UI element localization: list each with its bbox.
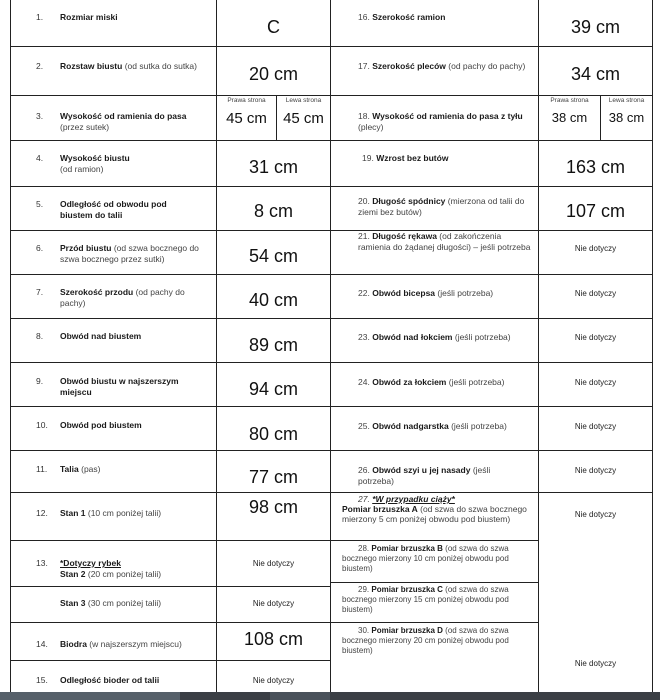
value-waist: 77 cm: [248, 467, 299, 487]
row-label: Obwód pod biustem: [60, 420, 142, 430]
value-neck: Nie dotyczy: [574, 466, 617, 475]
value-shoulder-width: 39 cm: [570, 17, 621, 37]
row-label: 19. Wzrost bez butów: [362, 153, 449, 163]
value-height: 163 cm: [565, 157, 626, 177]
value-biceps: Nie dotyczy: [574, 289, 617, 298]
row-label: 25. Obwód nadgarstka (jeśli potrzeba): [358, 421, 507, 431]
row-label: 24. Obwód za łokciem (jeśli potrzeba): [358, 377, 505, 387]
grid-line: [652, 0, 653, 692]
value-below-elbow: Nie dotyczy: [574, 378, 617, 387]
value-front-width: 40 cm: [248, 290, 299, 310]
row-label: Talia (pas): [60, 464, 101, 474]
row-label: Stan 3 (30 cm poniżej talii): [60, 598, 162, 608]
row-number: 1.: [36, 12, 44, 22]
right-side-label: Prawa strona: [227, 97, 266, 104]
row-label: Wysokość od ramienia do pasa (przez sutek): [60, 111, 187, 132]
row-label: 27. *W przypadku ciąży* Pomiar brzuszka A (od szwa do szwa bocznego mierzony 5 cm poniżej obwodu pod biustem): [342, 494, 527, 524]
row-number: 7.: [36, 287, 44, 297]
value-above-bust: 89 cm: [248, 335, 299, 355]
value-hip-3: Nie dotyczy: [252, 599, 295, 608]
value-bust-full: 94 cm: [248, 379, 299, 399]
row-label: 30. Pomiar brzuszka D (od szwa do szwa bocznego mierzony 20 cm poniżej obwodu pod biustem): [342, 626, 509, 655]
row-number: 9.: [36, 376, 44, 386]
row-number: 8.: [36, 331, 44, 341]
row-number: 4.: [36, 153, 44, 163]
row-label: 29. Pomiar brzuszka C (od szwa do szwa bocznego mierzony 15 cm poniżej obwodu pod biustem): [342, 585, 509, 614]
row-number: 14.: [36, 639, 48, 649]
value-hip-2: Nie dotyczy: [252, 559, 295, 568]
row-label: *Dotyczy rybek Stan 2 (20 cm poniżej talii): [60, 558, 162, 579]
row-number: 15.: [36, 675, 48, 685]
value-back-width: 34 cm: [570, 64, 621, 84]
row-label: Odległość od obwodu pod biustem do talii: [60, 199, 167, 220]
row-label: Szerokość przodu (od pachy do pachy): [60, 287, 185, 308]
value-sleeve-length: Nie dotyczy: [574, 244, 617, 253]
value-belly-d: Nie dotyczy: [574, 659, 617, 668]
row-label: Biodra (w najszerszym miejscu): [60, 639, 182, 649]
right-side-label: Prawa strona: [550, 97, 589, 104]
value-wrist: Nie dotyczy: [574, 422, 617, 431]
row-number: 12.: [36, 508, 48, 518]
row-label: Obwód biustu w najszerszym miejscu: [60, 376, 179, 397]
row-number: 10.: [36, 420, 48, 430]
value-bust-span: 20 cm: [248, 64, 299, 84]
left-side-label: Lewa strona: [608, 97, 645, 104]
row-label: Rozmiar miski: [60, 12, 118, 22]
value-bust-front: 54 cm: [248, 246, 299, 266]
row-number: 13.: [36, 558, 48, 568]
row-label: 22. Obwód bicepsa (jeśli potrzeba): [358, 288, 494, 298]
value-back-right: 38 cm: [551, 110, 588, 125]
row-label: Obwód nad biustem: [60, 331, 142, 341]
value-hips: 108 cm: [243, 629, 304, 649]
row-label: Przód biustu (od szwa bocznego do szwa bocznego przez sutki): [60, 243, 199, 264]
left-side-label: Lewa strona: [285, 97, 322, 104]
row-label: 26. Obwód szyi u jej nasady (jeśli potrzeba): [358, 465, 491, 486]
row-label: 28. Pomiar brzuszka B (od szwa do szwa bocznego mierzony 10 cm poniżej obwodu pod biustem): [342, 544, 509, 573]
value-right-side: 45 cm: [226, 110, 267, 127]
row-label: Stan 1 (10 cm poniżej talii): [60, 508, 162, 518]
row-number: 2.: [36, 61, 44, 71]
row-number: 11.: [36, 464, 48, 474]
value-skirt-length: 107 cm: [565, 201, 626, 221]
row-label: Rozstaw biustu (od sutka do sutka): [60, 61, 197, 71]
value-underbust: 80 cm: [248, 424, 299, 444]
bottom-scroll-strip: [0, 692, 660, 700]
grid-line: [10, 0, 11, 692]
row-label: 20. Długość spódnicy (mierzona od talii do ziemi bez butów): [358, 196, 525, 217]
row-label: 17. Szerokość pleców (od pachy do pachy): [358, 61, 526, 71]
value-bust-height: 31 cm: [248, 157, 299, 177]
value-underbust-to-waist: 8 cm: [253, 201, 293, 221]
value-hip-1: 98 cm: [248, 497, 299, 517]
value-left-side: 45 cm: [283, 110, 324, 127]
value-cup-size: C: [267, 17, 280, 37]
row-label: 16. Szerokość ramion: [358, 12, 446, 22]
value-above-elbow: Nie dotyczy: [574, 333, 617, 342]
row-label: 21. Długość rękawa (od zakończenia ramienia do żądanej długości) – jeśli potrzeba: [358, 231, 531, 252]
row-label: 18. Wysokość od ramienia do pasa z tyłu (plecy): [358, 111, 523, 132]
row-label: 23. Obwód nad łokciem (jeśli potrzeba): [358, 332, 511, 342]
value-hip-distance: Nie dotyczy: [252, 676, 295, 685]
value-back-left: 38 cm: [608, 110, 645, 125]
row-label: Odległość bioder od talii: [60, 675, 160, 685]
row-number: 3.: [36, 111, 44, 121]
row-label: Wysokość biustu (od ramion): [60, 153, 130, 174]
row-number: 6.: [36, 243, 44, 253]
grid-line: [330, 0, 331, 692]
value-belly-a: Nie dotyczy: [574, 510, 617, 519]
row-number: 5.: [36, 199, 44, 209]
